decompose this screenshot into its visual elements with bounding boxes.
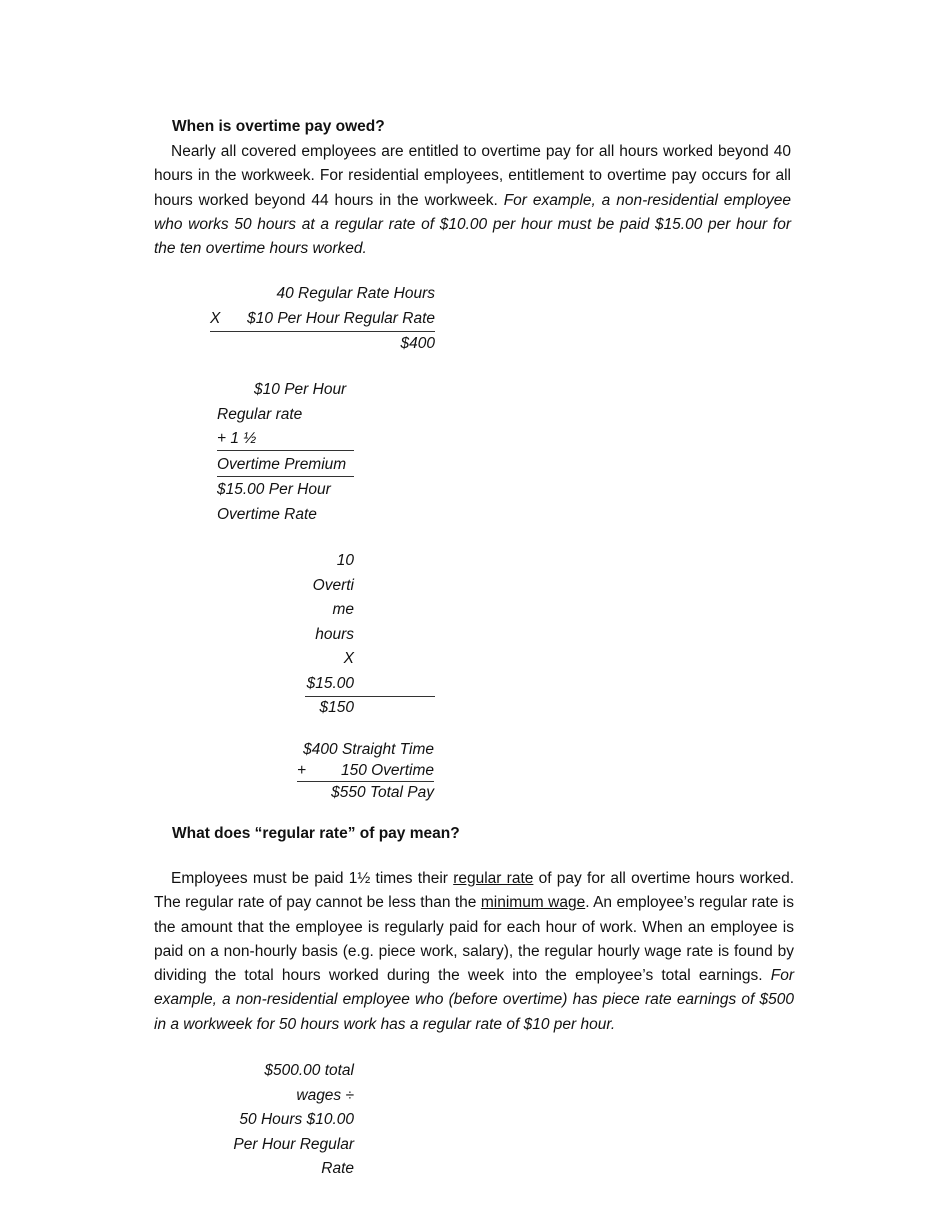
- calc-line: X: [343, 650, 354, 667]
- calc-line: $400 Straight Time: [303, 741, 434, 758]
- calc-result: $550 Total Pay: [331, 784, 434, 801]
- overtime-pay-calculation: [300, 549, 354, 721]
- total-pay-calculation: [297, 739, 434, 803]
- calc-result: $400: [400, 335, 435, 352]
- calc-line: Rate: [321, 1160, 354, 1177]
- calc-line: 40 Regular Rate Hours: [276, 285, 435, 302]
- calc-line: [210, 307, 435, 333]
- calc-line: $500.00 total: [264, 1062, 354, 1079]
- section-heading-overtime: When is overtime pay owed?: [172, 118, 385, 135]
- calc-line: Per Hour Regular: [233, 1135, 354, 1153]
- calc-term: 150 Overtime: [340, 762, 434, 779]
- calc-line: Overtime Rate: [217, 506, 317, 523]
- calc-word: Overtime: [217, 456, 280, 473]
- calc-word: Per: [268, 481, 293, 498]
- section-heading-regular-rate: What does “regular rate” of pay mean?: [172, 825, 460, 842]
- calc-line: me: [332, 601, 354, 618]
- calc-word: Premium: [284, 456, 347, 473]
- calc-line: [217, 377, 354, 402]
- calc-word: Hour: [297, 481, 331, 498]
- calc-line: [217, 477, 354, 502]
- calc-line: hours: [315, 625, 354, 643]
- regular-rate-text: of pay for all overtime hours worked. The regular rate of pay cannot be less than the: [154, 870, 795, 912]
- calc-operator: +: [297, 762, 307, 779]
- calc-line: 50 Hours $10.00: [239, 1111, 354, 1128]
- regular-rate-paragraph: [154, 867, 794, 1037]
- regular-rate-calculation: [220, 1059, 354, 1182]
- calc-line: [217, 427, 354, 451]
- regular-rate-link[interactable]: regular rate: [453, 870, 534, 887]
- overtime-rate-calculation: [217, 377, 354, 527]
- regular-rate-text: . An employee’s regular rate is the amount that the employee is regularly paid for each hour of work. When an employee is paid on a non-hourly basis (e.g. piece work, salary), the regular hourly wage rate is found by dividing the total hours worked during the week into the employee’s total earnings.: [154, 894, 794, 985]
- calc-line: $15.00: [306, 674, 354, 692]
- overtime-paragraph: [154, 140, 791, 261]
- calc-result: $150: [319, 699, 354, 716]
- calc-operator: X: [210, 309, 221, 327]
- calc-divider: [305, 696, 435, 697]
- regular-pay-calculation: [210, 282, 435, 357]
- regular-rate-text: Employees must be paid 1½ times their: [171, 870, 454, 887]
- overtime-example: For example, a non-residential employee who works 50 hours at a regular rate of $10.00 per hour must be paid $15.00 per hour for the ten overtime hours worked.: [154, 191, 791, 258]
- calc-term: $10 Per Hour Regular Rate: [247, 309, 435, 327]
- calc-word: Per: [284, 381, 309, 398]
- minimum-wage-link[interactable]: minimum wage: [480, 894, 586, 912]
- calc-word: ½: [243, 430, 257, 447]
- calc-line: wages ÷: [296, 1086, 354, 1104]
- calc-word: 1: [230, 430, 239, 447]
- calc-line: [297, 760, 434, 782]
- calc-word: rate: [275, 406, 303, 423]
- regular-rate-example: For example, a non-residential employee who (before overtime) has piece rate earnings of $500 in a workweek for 50 hours work has a regular rate of $10 per hour.: [154, 967, 794, 1033]
- calc-line: Overti: [312, 576, 354, 594]
- calc-word: Regular: [217, 406, 272, 423]
- calc-word: Hour: [312, 381, 347, 398]
- calc-word: $15.00: [217, 481, 265, 498]
- calc-operator: +: [217, 430, 227, 447]
- calc-word: $10: [254, 381, 280, 398]
- calc-line: [217, 453, 354, 477]
- overtime-paragraph-text: Nearly all covered employees are entitled to overtime pay for all hours worked beyond 40 hours in the workweek. For residential employees, entitlement to overtime pay occurs for all hours worked beyond 44 hours in the workweek.: [154, 143, 791, 209]
- calc-line: [217, 402, 354, 427]
- calc-line: 10: [336, 552, 354, 569]
